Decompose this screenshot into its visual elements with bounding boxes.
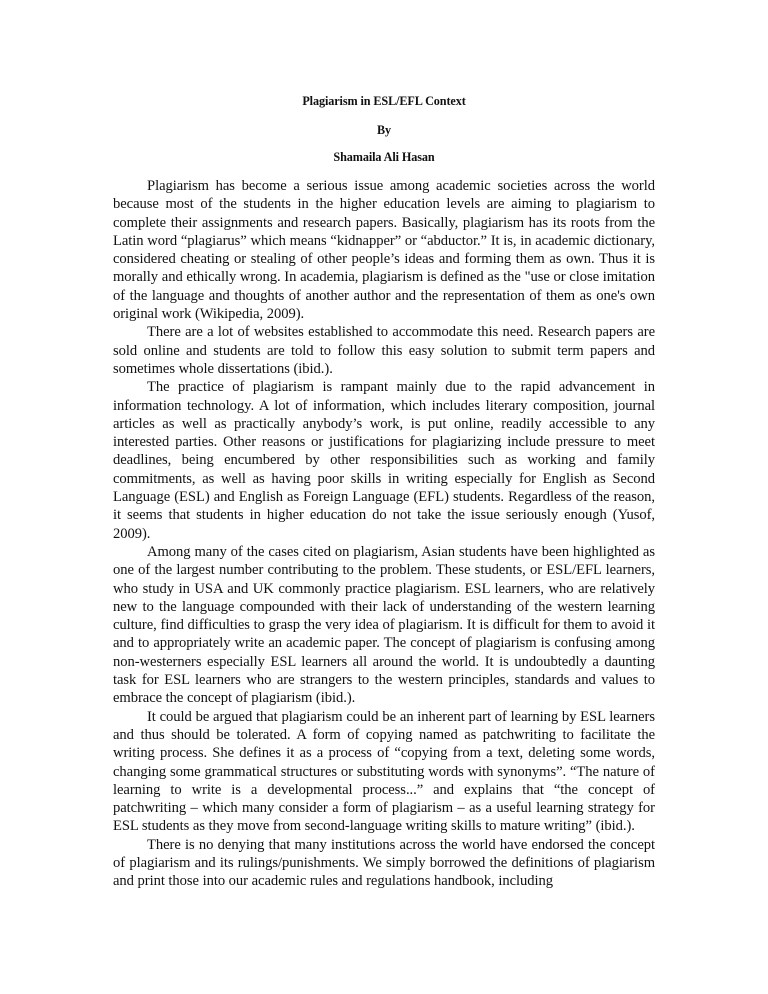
paragraph: Plagiarism has become a serious issue among academic societies across the world because most of the students in the higher education levels are aiming to plagiarism to complete their assignments and research papers. Basically, plagiarism has its roots from the Latin word “plagiarus” which means “kidnapper” or “abductor.” It is, in academic dictionary, considered cheating or stealing of other people’s ideas and forming them as own. Thus it is morally and ethically wrong. In academia, plagiarism is defined as the "use or close imitation of the language and thoughts of another author and the representation of them as one's own original work (Wikipedia, 2009). (113, 178, 655, 323)
byline: By (376, 123, 392, 137)
author-name: Shamaila Ali Hasan (333, 150, 435, 164)
document-body (113, 177, 655, 891)
paragraph: There are a lot of websites established to accommodate this need. Research papers are sold online and students are told to follow this easy solution to submit term papers and sometimes whole dissertations (ibid.). (113, 324, 655, 377)
document-title: Plagiarism in ESL/EFL Context (302, 94, 466, 108)
paragraph: The practice of plagiarism is rampant mainly due to the rapid advancement in information technology. A lot of information, which includes literary composition, journal articles as well as practically anybody’s work, is put online, readily accessible to any interested parties. Other reasons or justifications for plagiarizing include pressure to meet deadlines, being encumbered by other responsibilities such as working and family commitments, as well as having poor skills in writing especially for English as Second Language (ESL) and English as Foreign Language (EFL) students. Regardless of the reason, it seems that students in higher education do not take the issue seriously enough (Yusof, 2009). (113, 379, 655, 542)
paragraph: Among many of the cases cited on plagiarism, Asian students have been highlighted as one of the largest number contributing to the problem. These students, or ESL/EFL learners, who study in USA and UK commonly practice plagiarism. ESL learners, who are relatively new to the language compounded with their lack of understanding of the western learning culture, find difficulties to grasp the very idea of plagiarism. It is difficult for them to avoid it and to appropriately write an academic paper. The concept of plagiarism is confusing among non-westerners especially ESL learners all around the world. It is undoubtedly a daunting task for ESL learners who are strangers to the western principles, standards and values to embrace the concept of plagiarism (ibid.). (113, 543, 655, 707)
paragraph: It could be argued that plagiarism could be an inherent part of learning by ESL learners and thus should be tolerated. A form of copying named as patchwriting to facilitate the writing process. She defines it as a process of “copying from a text, deleting some words, changing some grammatical structures or substituting words with synonyms”. “The nature of learning to write is a developmental process...” and explains that “the concept of patchwriting – which many consider a form of plagiarism – as a useful learning strategy for ESL students as they move from second-language writing skills to mature writing” (ibid.). (113, 708, 655, 835)
paragraph: There is no denying that many institutions across the world have endorsed the concept of plagiarism and its rulings/punishments. We simply borrowed the definitions of plagiarism and print those into our academic rules and regulations handbook, including (113, 836, 655, 890)
